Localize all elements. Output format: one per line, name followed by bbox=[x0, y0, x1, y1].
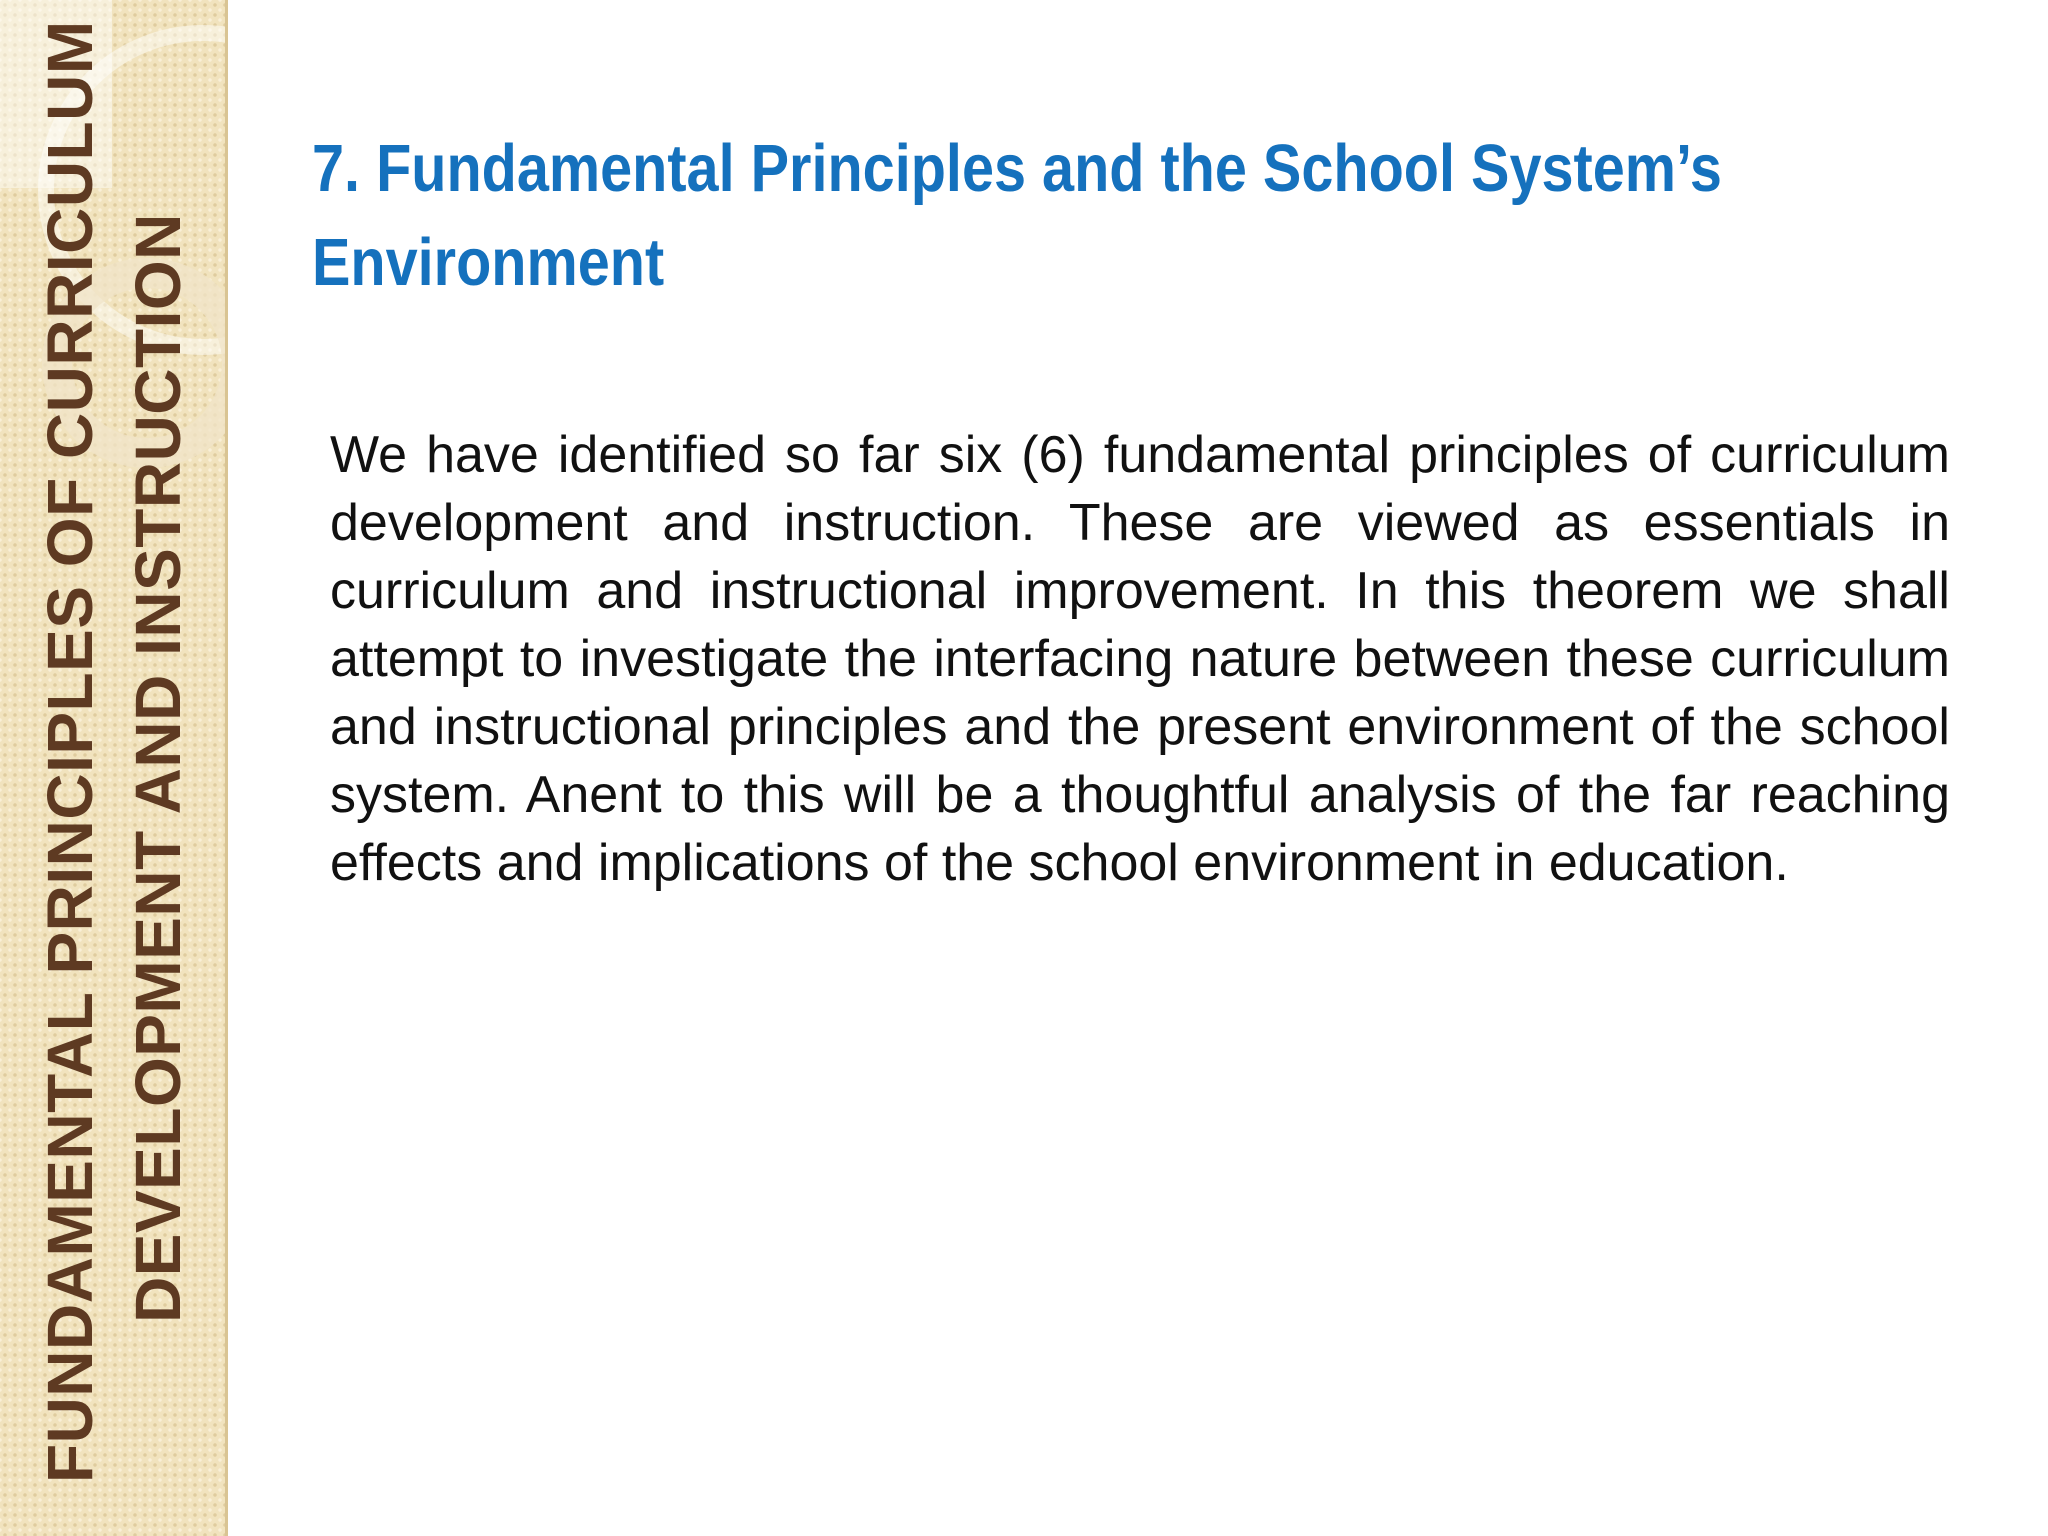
side-band-edge bbox=[225, 0, 228, 1536]
sidebar-title-line-1: FUNDAMENTAL PRINCIPLES OF CURRICULUM bbox=[34, 20, 106, 1483]
sidebar-title bbox=[26, 20, 202, 1483]
side-band bbox=[0, 0, 228, 1536]
slide-body-text: We have identified so far six (6) fundamental principles of curriculum development and instruction. These are viewed as essentials in curriculum and instructional improvement. In this theorem we shall attempt to investigate the interfacing nature between these curriculum and instructional principles and the present environment of the school system. Anent to this will be a thoughtful analysis of the far reaching effects and implications of the school environment in education. bbox=[330, 426, 1950, 892]
sidebar-title-line-2: DEVELOPMENT AND INSTRUCTION bbox=[122, 213, 194, 1323]
slide-title: 7. Fundamental Principles and the School System’s Environment bbox=[312, 131, 1722, 300]
